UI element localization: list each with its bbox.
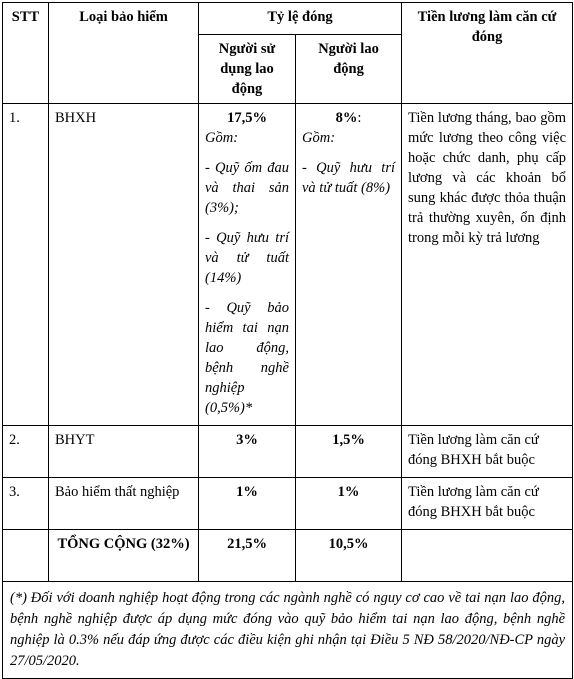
header-loai-bao-hiem: Loại bảo hiểm: [49, 3, 199, 104]
table-row: [3, 478, 573, 530]
row-nsdld-rate: 3%: [199, 426, 296, 478]
nsdld-item: - Quỹ hưu trí và tử tuất (14%): [205, 230, 289, 286]
total-stt-empty: [3, 530, 49, 582]
total-row: [3, 530, 573, 582]
row-nsdld-cell: [199, 104, 296, 426]
table-row: [3, 426, 573, 478]
row-nld-rate: 1,5%: [296, 426, 402, 478]
nld-rate-line: [302, 108, 395, 128]
table-row: [3, 104, 573, 426]
row-nld-cell: [296, 104, 402, 426]
nld-rate-suffix: :: [357, 110, 362, 126]
row-tien-luong: Tiền lương tháng, bao gồm mức lương theo công việc hoặc chức danh, phụ cấp lương và các khoản bổ sung khác được thỏa thuận trả thường xuyên, ổn định trong mỗi kỳ trả lương: [402, 104, 573, 426]
row-stt: 2.: [3, 426, 49, 478]
total-label: TỔNG CỘNG (32%): [49, 530, 199, 582]
row-loai: BHYT: [49, 426, 199, 478]
row-tien-luong: Tiền lương làm căn cứ đóng BHXH bắt buộc: [402, 426, 573, 478]
row-stt: 3.: [3, 478, 49, 530]
header-nguoi-lao-dong: Người lao động: [296, 35, 402, 104]
row-loai: BHXH: [49, 104, 199, 426]
nsdld-rate: 17,5%: [227, 110, 267, 126]
header-stt: STT: [3, 3, 49, 104]
total-nsdld-rate: 21,5%: [199, 530, 296, 582]
row-nld-rate: 1%: [296, 478, 402, 530]
insurance-rate-table: [2, 2, 573, 679]
row-nsdld-rate: 1%: [199, 478, 296, 530]
nld-gom-label: Gồm:: [302, 130, 336, 146]
nsdld-item: - Quỹ ốm đau và thai sản (3%);: [205, 160, 289, 216]
nld-rate: 8%: [335, 110, 358, 126]
nld-item: - Quỹ hưu trí và tử tuất (8%): [302, 160, 396, 196]
footnote: (*) Đối với doanh nghiệp hoạt động trong các ngành nghề có nguy cơ cao về tai nạn lao động, bệnh nghề nghiệp được áp dụng mức đóng vào quỹ bảo hiểm tai nạn lao động, bệnh nghề nghiệp là 0.3% nếu đáp ứng được các điều kiện ghi nhận tại Điều 5 NĐ 58/2020/NĐ-CP ngày 27/05/2020.: [3, 582, 573, 679]
header-row: [3, 3, 573, 35]
nsdld-gom-label: Gồm:: [205, 130, 239, 146]
total-nld-rate: 10,5%: [296, 530, 402, 582]
row-tien-luong: Tiền lương làm căn cứ đóng BHXH bắt buộc: [402, 478, 573, 530]
header-tien-luong: Tiền lương làm căn cứ đóng: [402, 3, 573, 104]
total-tien-luong-empty: [402, 530, 573, 582]
row-loai: Bảo hiểm thất nghiệp: [49, 478, 199, 530]
header-nguoi-su-dung-lao-dong: Người sử dụng lao động: [199, 35, 296, 104]
row-stt: 1.: [3, 104, 49, 426]
nsdld-item: - Quỹ bảo hiểm tai nạn lao động, bệnh nghề nghiệp (0,5%)*: [205, 300, 289, 416]
header-ty-le-dong: Tỷ lệ đóng: [199, 3, 402, 35]
